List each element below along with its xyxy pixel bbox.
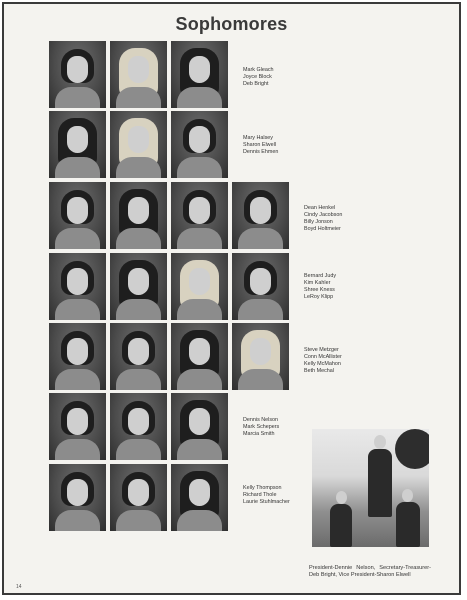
- student-name: Sharon Elwell: [243, 142, 276, 148]
- portrait-photo: [171, 393, 228, 460]
- portrait-photo: [171, 111, 228, 178]
- student-name: Shree Kness: [304, 287, 335, 293]
- student-name: Boyd Holtmeier: [304, 226, 341, 232]
- portrait-photo: [110, 323, 167, 390]
- portrait-photo: [49, 253, 106, 320]
- portrait-photo: [171, 253, 228, 320]
- row-7-names: [243, 485, 290, 506]
- student-name: Mary Halsey: [243, 135, 273, 141]
- portrait-photo: [110, 393, 167, 460]
- portrait-photo: [110, 41, 167, 108]
- row-6-names: [243, 417, 279, 438]
- student-name: Kim Kahler: [304, 280, 331, 286]
- officers-group-photo: [312, 429, 429, 547]
- row-3-names: [304, 205, 342, 233]
- student-name: Dennis Nelson: [243, 417, 279, 423]
- portrait-photo: [49, 182, 106, 249]
- portrait-photo: [232, 323, 289, 390]
- student-name: Dean Henkel: [304, 205, 336, 211]
- portrait-photo: [110, 182, 167, 249]
- row-1-names: [243, 67, 274, 88]
- portrait-photo: [232, 182, 289, 249]
- student-name: Joyce Block: [243, 74, 272, 80]
- page-title: Sophomores: [175, 14, 288, 34]
- student-name: Deb Bright: [243, 81, 269, 87]
- portrait-photo: [110, 464, 167, 531]
- portrait-photo: [110, 253, 167, 320]
- portrait-photo: [110, 111, 167, 178]
- tree-icon: [395, 429, 429, 469]
- row-2-names: [243, 135, 278, 156]
- portrait-photo: [49, 41, 106, 108]
- student-name: Marcia Smith: [243, 431, 275, 437]
- student-name: Steve Metzger: [304, 347, 339, 353]
- portrait-photo: [49, 323, 106, 390]
- student-name: Kelly McMahon: [304, 361, 341, 367]
- student-name: Richard Thole: [243, 492, 277, 498]
- portrait-photo: [171, 41, 228, 108]
- portrait-photo: [171, 182, 228, 249]
- portrait-photo: [49, 464, 106, 531]
- student-name: Dennis Ehmen: [243, 149, 279, 155]
- row-4-names: [304, 273, 336, 301]
- student-name: Kelly Thompson: [243, 485, 282, 491]
- yearbook-page: [2, 2, 461, 595]
- student-name: Conn McAllister: [304, 354, 342, 360]
- row-5-names: [304, 347, 342, 375]
- student-name: Mark Gleach: [243, 67, 274, 73]
- student-name: Cindy Jacobson: [304, 212, 343, 218]
- student-name: Laurie Stuhlmacher: [243, 499, 290, 505]
- portrait-photo: [171, 464, 228, 531]
- student-name: LeRoy Klipp: [304, 294, 334, 300]
- student-name: Beth Mechal: [304, 368, 334, 374]
- student-name: Mark Schepers: [243, 424, 280, 430]
- page-number: 14: [16, 584, 22, 590]
- portrait-photo: [171, 323, 228, 390]
- officers-caption: President-Dennie Nelson, Secretary-Treasurer-Deb Bright, Vice President-Sharon Elwell: [309, 565, 431, 578]
- portrait-photo: [232, 253, 289, 320]
- student-name: Bernard Judy: [304, 273, 337, 279]
- student-name: Billy Jonson: [304, 219, 333, 225]
- portrait-photo: [49, 111, 106, 178]
- portrait-photo: [49, 393, 106, 460]
